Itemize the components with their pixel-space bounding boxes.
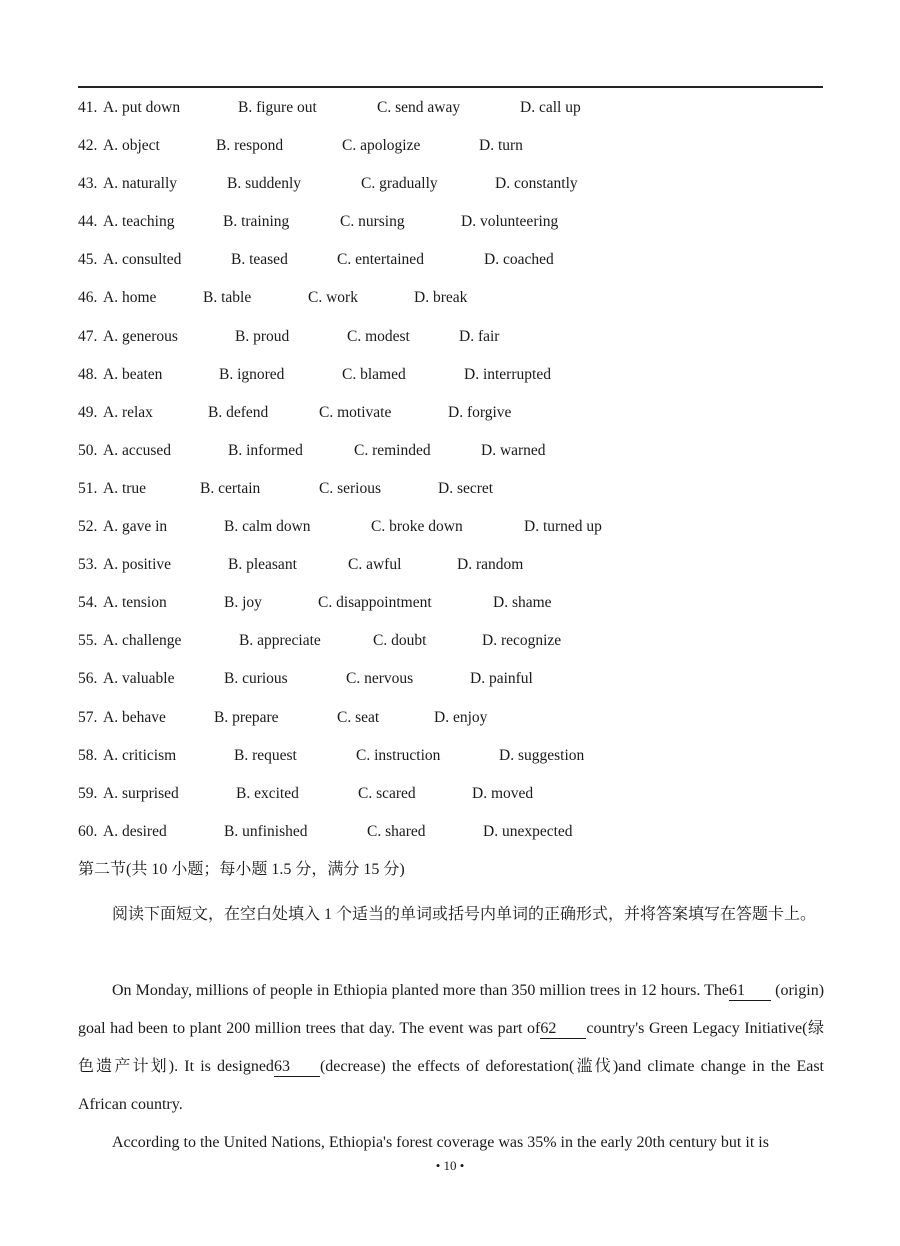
question-item [78,363,838,401]
question-number: 47. [78,327,98,345]
question-list [78,96,838,858]
option-c: C. awful [348,556,402,574]
option-d: D. moved [472,784,534,802]
option-a: A. beaten [103,365,163,383]
option-b: B. table [203,289,252,307]
option-a: A. criticism [103,746,177,764]
question-number: 41. [78,99,98,116]
option-b: B. request [234,746,297,764]
option-b: B. certain [200,479,261,497]
option-a: A. put down [103,99,181,116]
option-a: A. accused [103,441,171,459]
option-a: A. tension [103,594,167,612]
option-b: B. training [223,213,290,231]
option-c: C. work [308,289,358,307]
option-c: C. seat [337,708,380,726]
option-b: B. ignored [219,365,285,383]
question-number: 54. [78,594,98,612]
question-number: 52. [78,518,98,536]
option-c: C. blamed [342,365,406,383]
option-c: C. send away [377,99,461,116]
question-number: 46. [78,289,98,307]
question-item [78,172,838,210]
question-number: 48. [78,365,98,383]
question-item [78,210,838,248]
option-d: D. coached [484,251,554,269]
question-number: 51. [78,479,98,497]
option-b: B. teased [231,251,288,269]
question-number: 44. [78,213,98,231]
option-c: C. disappointment [318,594,432,612]
option-c: C. serious [319,479,381,497]
question-item [78,782,838,820]
option-c: C. entertained [337,251,424,269]
passage-text: country's Green Legacy Initiative(绿色遗产计划). It is designed [78,1020,824,1075]
option-b: B. pleasant [228,556,297,574]
option-d: D. constantly [495,175,578,193]
question-item [78,325,838,363]
option-d: D. enjoy [434,708,488,726]
question-number: 58. [78,746,98,764]
option-a: A. valuable [103,670,175,688]
option-a: A. behave [103,708,166,726]
question-item [78,629,838,667]
option-c: C. scared [358,784,416,802]
passage-text: (origin) goal had been to plant 200 million trees that day. The event was part of [78,982,825,1037]
option-d: D. shame [493,594,552,612]
page-number: • 10 • [435,1158,465,1173]
question-item [78,591,838,629]
option-d: D. volunteering [461,213,559,231]
question-item [78,439,838,477]
option-b: B. unfinished [224,822,308,840]
option-b: B. defend [208,403,269,421]
option-c: C. shared [367,822,426,840]
option-a: A. consulted [103,251,182,269]
question-number: 57. [78,708,98,726]
question-number: 45. [78,251,98,269]
question-number: 55. [78,632,98,650]
question-item [78,96,838,134]
option-c: C. modest [347,327,410,345]
option-a: A. relax [103,403,153,421]
option-c: C. nervous [346,670,414,688]
option-a: A. home [103,289,157,307]
question-number: 43. [78,175,98,193]
blank-61: 61 [729,982,771,1001]
passage-paragraph: According to the United Nations, Ethiopia's forest coverage was 35% in the early 20th century but it is [112,1134,769,1151]
option-c: C. apologize [342,137,421,155]
question-item [78,820,838,858]
question-item [78,248,838,286]
blank-63: 63 [274,1058,320,1077]
option-c: C. broke down [371,518,463,536]
passage-text: (decrease) the effects of deforestation(滥伐)and climate change in the East African country. [78,1058,824,1113]
option-d: D. turn [479,137,523,155]
option-a: A. desired [103,822,167,840]
option-b: B. calm down [224,518,311,536]
question-item [78,706,838,744]
option-d: D. break [414,289,468,307]
option-c: C. motivate [319,403,392,421]
blank-62: 62 [540,1020,586,1039]
option-b: B. suddenly [227,175,302,193]
option-b: B. prepare [214,708,279,726]
question-item [78,401,838,439]
top-divider [78,86,823,88]
option-a: A. object [103,137,160,155]
option-d: D. fair [459,327,500,345]
option-d: D. secret [438,479,494,497]
option-c: C. nursing [340,213,405,231]
question-item [78,134,838,172]
option-a: A. surprised [103,784,179,802]
option-b: B. proud [235,327,290,345]
passage-paragraph [78,972,824,1124]
option-a: A. naturally [103,175,178,193]
question-item [78,744,838,782]
option-d: D. call up [520,99,581,116]
question-item [78,286,838,324]
option-b: B. respond [216,137,284,155]
option-d: D. warned [481,441,546,459]
option-c: C. instruction [356,746,441,764]
question-number: 60. [78,822,98,840]
option-d: D. painful [470,670,533,688]
option-b: B. curious [224,670,288,688]
question-number: 50. [78,441,98,459]
question-number: 59. [78,784,98,802]
question-item [78,515,838,553]
option-a: A. gave in [103,518,168,536]
option-d: D. suggestion [499,746,585,764]
section-title: 第二节(共 10 小题；每小题 1.5 分，满分 15 分) [78,861,405,878]
option-d: D. recognize [482,632,562,650]
option-a: A. positive [103,556,172,574]
section-instructions: 阅读下面短文，在空白处填入 1 个适当的单词或括号内单词的正确形式，并将答案填写在答题卡上。 [112,906,817,923]
passage-text: On Monday, millions of people in Ethiopia planted more than 350 million trees in 12 hours. The [112,982,730,999]
option-b: B. excited [236,784,299,802]
option-c: C. gradually [361,175,438,193]
option-b: B. figure out [238,99,317,116]
option-d: D. forgive [448,403,512,421]
option-a: A. teaching [103,213,175,231]
option-b: B. joy [224,594,262,612]
option-d: D. unexpected [483,822,573,840]
option-a: A. true [103,479,147,497]
option-b: B. informed [228,441,303,459]
option-d: D. random [457,556,524,574]
option-d: D. interrupted [464,365,551,383]
question-number: 42. [78,137,98,155]
option-b: B. appreciate [239,632,321,650]
option-c: C. doubt [373,632,427,650]
question-item [78,477,838,515]
question-item [78,553,838,591]
question-number: 49. [78,403,98,421]
question-item [78,667,838,705]
option-c: C. reminded [354,441,431,459]
option-a: A. challenge [103,632,182,650]
option-a: A. generous [103,327,178,345]
question-number: 56. [78,670,98,688]
question-number: 53. [78,556,98,574]
option-d: D. turned up [524,518,602,536]
